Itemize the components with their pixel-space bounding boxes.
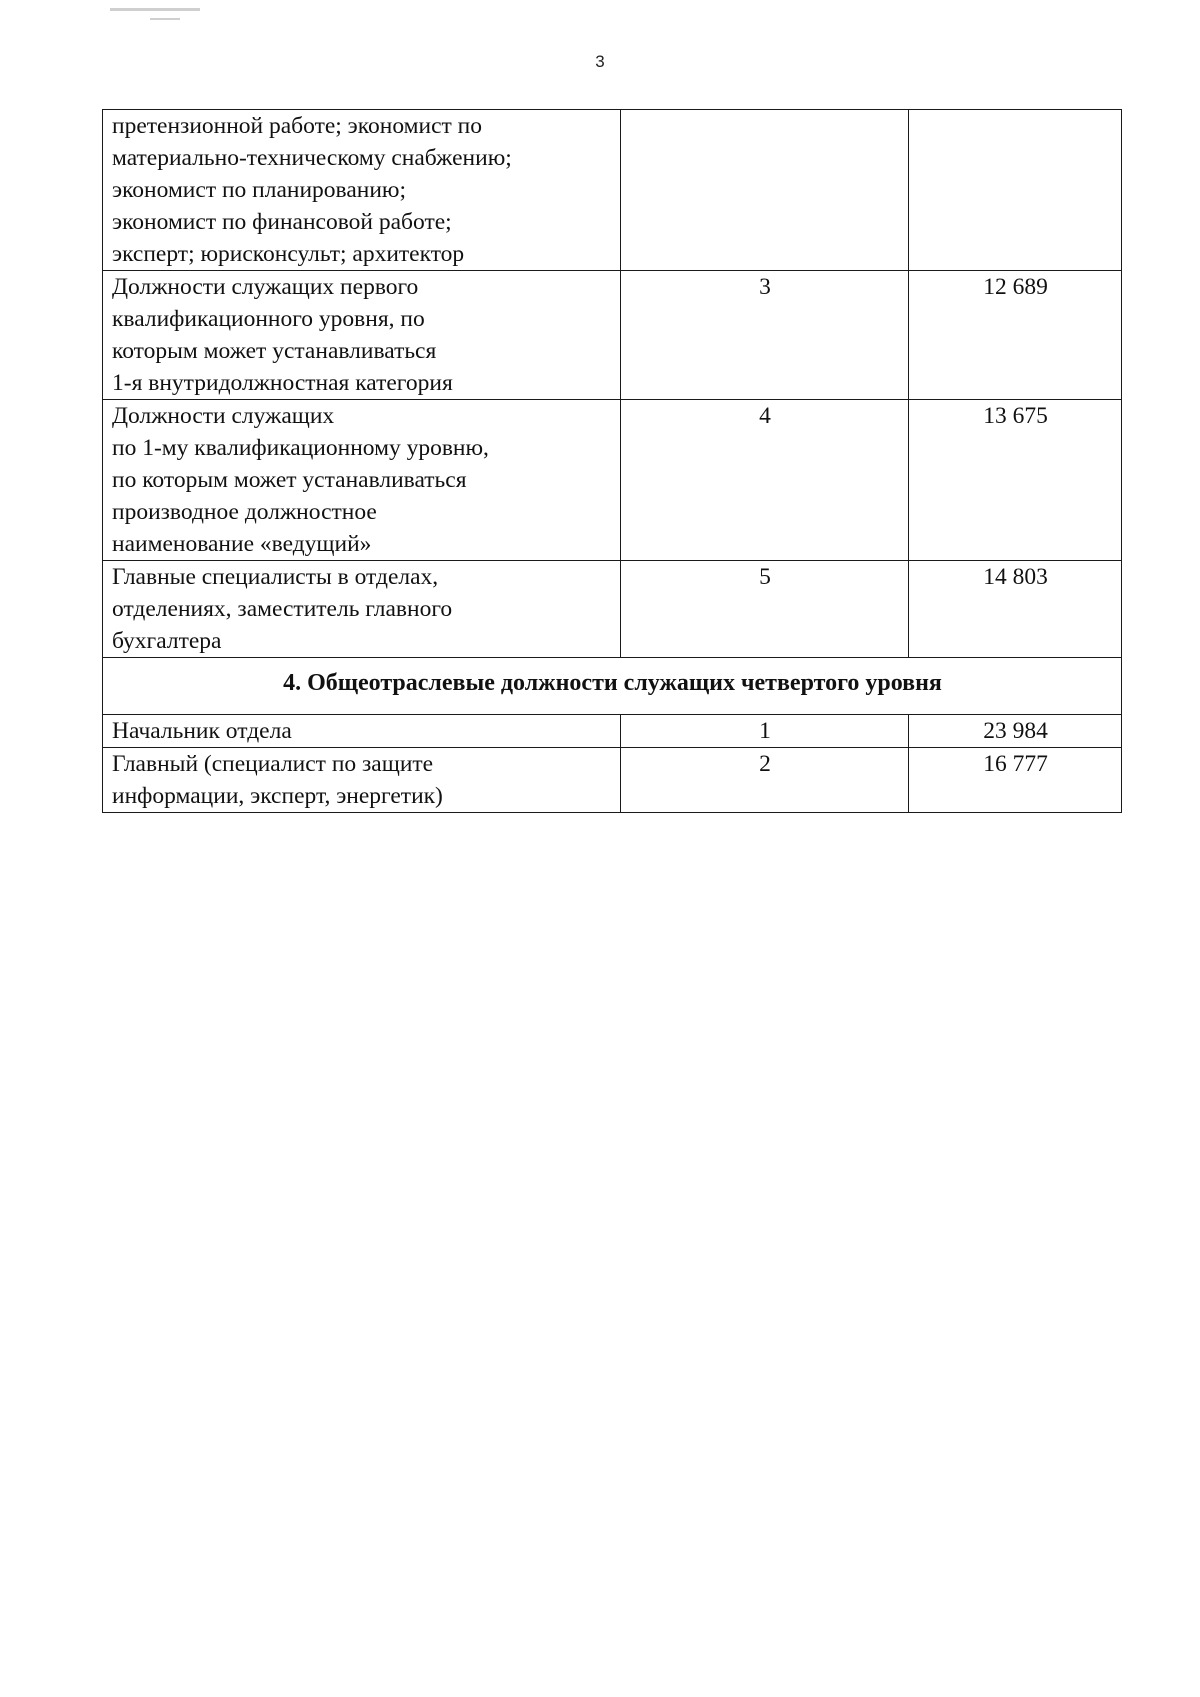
- table-row: [103, 748, 1122, 813]
- table-row: [103, 110, 1122, 271]
- position-cell: Начальник отдела: [103, 715, 621, 748]
- table-row: [103, 715, 1122, 748]
- position-cell: Должности служащих по 1-му квалификационному уровню, по которым может устанавливаться производное должностное наименование «ведущий»: [103, 400, 621, 561]
- scan-noise-mark: [110, 8, 200, 11]
- salary-cell: 16 777: [909, 748, 1122, 813]
- table-row: [103, 400, 1122, 561]
- section-heading: 4. Общеотраслевые должности служащих четвертого уровня: [103, 658, 1122, 715]
- salary-cell: [909, 110, 1122, 271]
- salary-cell: 13 675: [909, 400, 1122, 561]
- salary-cell: 14 803: [909, 561, 1122, 658]
- page-number: 3: [595, 52, 605, 71]
- position-cell: Должности служащих первого квалификационного уровня, по которым может устанавливаться 1-я внутридолжностная категория: [103, 271, 621, 400]
- level-cell: 3: [621, 271, 909, 400]
- level-cell: 2: [621, 748, 909, 813]
- scan-noise-mark: [150, 18, 180, 20]
- position-cell: претензионной работе; экономист по материально-техническому снабжению; экономист по планированию; экономист по финансовой работе; эксперт; юрисконсульт; архитектор: [103, 110, 621, 271]
- position-cell: Главные специалисты в отделах, отделениях, заместитель главного бухгалтера: [103, 561, 621, 658]
- salary-cell: 23 984: [909, 715, 1122, 748]
- table-row: [103, 271, 1122, 400]
- salary-table: [102, 109, 1122, 813]
- table-row: [103, 561, 1122, 658]
- salary-cell: 12 689: [909, 271, 1122, 400]
- level-cell: 4: [621, 400, 909, 561]
- section-heading-row: [103, 658, 1122, 715]
- level-cell: 1: [621, 715, 909, 748]
- level-cell: [621, 110, 909, 271]
- level-cell: 5: [621, 561, 909, 658]
- position-cell: Главный (специалист по защите информации, эксперт, энергетик): [103, 748, 621, 813]
